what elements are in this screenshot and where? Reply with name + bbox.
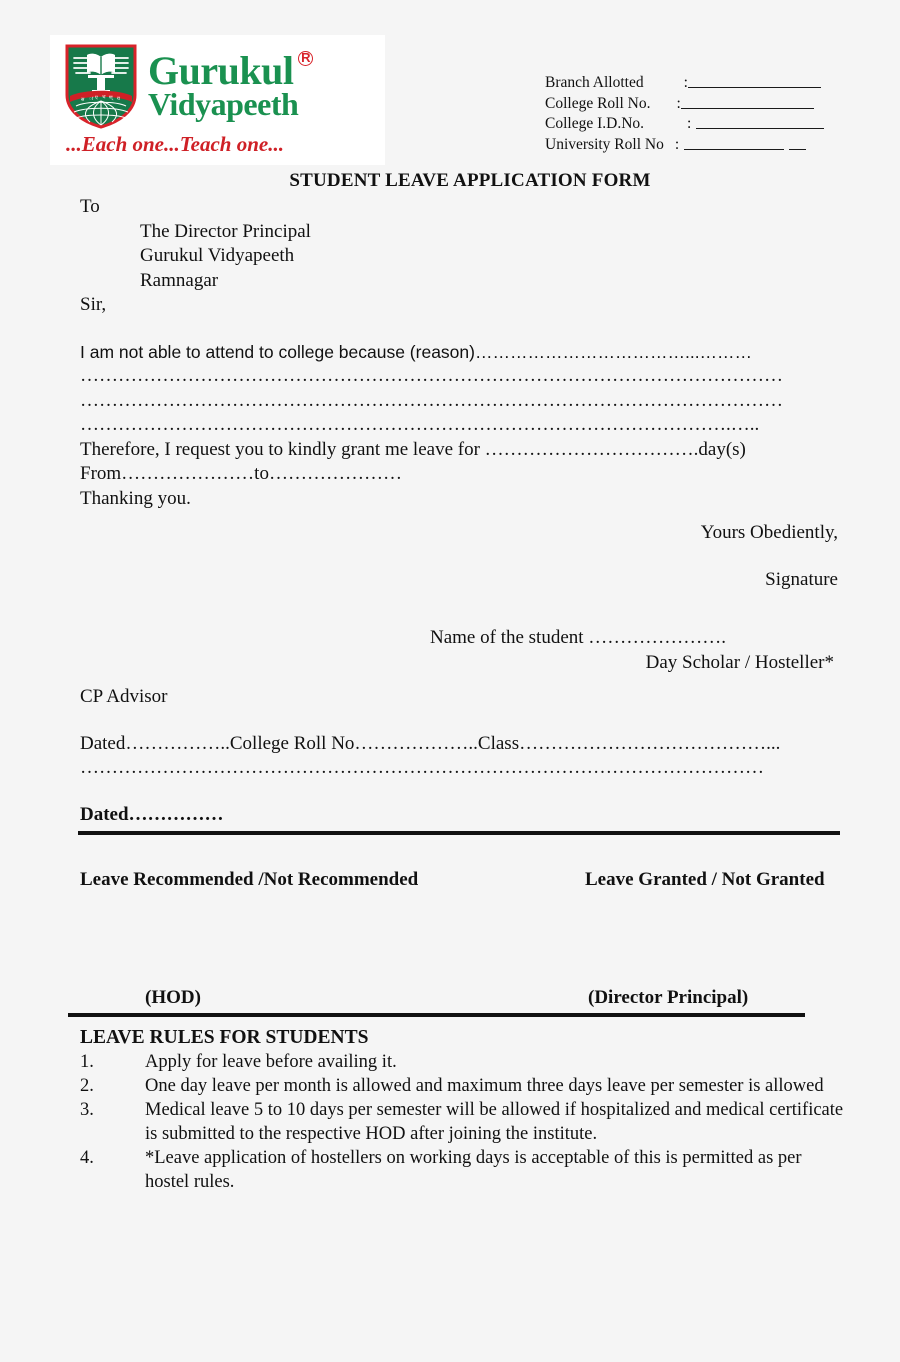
svg-text:स: स xyxy=(81,97,85,103)
leave-granted-label[interactable]: Leave Granted / Not Granted xyxy=(585,869,825,890)
addressee-line-2: Gurukul Vidyapeeth xyxy=(140,245,295,266)
leave-rule-item xyxy=(0,1074,900,1098)
leave-rule-item xyxy=(0,1146,900,1194)
thanking-line: Thanking you. xyxy=(80,487,191,509)
approval-headings-row xyxy=(0,869,900,891)
leave-rule-item xyxy=(0,1050,900,1074)
reason-dotted-line-3[interactable]: ………………………………………………………………………………………….….. xyxy=(80,414,760,435)
reason-block xyxy=(0,340,900,512)
svg-text:भ: भ xyxy=(102,94,106,101)
field-college-id-no-colon: : xyxy=(687,115,692,132)
field-college-roll-no-label: College Roll No. xyxy=(545,94,651,112)
cp-advisor-label: CP Advisor xyxy=(80,686,168,707)
addressee-line-1: The Director Principal xyxy=(140,220,311,242)
field-university-roll-no-colon: : xyxy=(674,135,680,153)
dated-roll-class-line[interactable]: Dated……………..College Roll No………………..Class…………………………………... xyxy=(80,732,781,754)
to-label: To xyxy=(80,196,100,217)
dated-bold-line[interactable]: Dated…………… xyxy=(80,803,224,825)
logo-tagline: ...Each one...Teach one... xyxy=(66,132,284,156)
salutation: Sir, xyxy=(80,294,107,315)
leave-rule-item xyxy=(0,1098,900,1146)
field-college-roll-no-colon: : xyxy=(676,94,681,112)
registered-trademark-icon: R xyxy=(298,51,313,66)
leave-rule-text: One day leave per month is allowed and maximum three days leave per semester is allowed xyxy=(145,1076,824,1096)
field-college-id-no-input[interactable] xyxy=(696,114,824,129)
addressee-line-3: Ramnagar xyxy=(140,269,219,291)
leave-rule-number: 3. xyxy=(80,1100,94,1120)
director-principal-signature-label: (Director Principal) xyxy=(588,987,749,1008)
dated-roll-class-dots[interactable]: ……………………………………………………………………………………………… xyxy=(80,757,764,778)
field-university-roll-no xyxy=(545,135,824,156)
field-college-id-no xyxy=(545,114,824,135)
logo-word-vidyapeeth: Vidyapeeth xyxy=(148,85,299,122)
leave-rule-number: 1. xyxy=(80,1052,94,1072)
field-college-id-no-label: College I.D.No. xyxy=(545,115,645,132)
yours-obediently: Yours Obediently, xyxy=(700,522,838,543)
institution-logo xyxy=(50,35,385,165)
field-university-roll-no-input[interactable] xyxy=(684,135,784,150)
leave-rule-number: 4. xyxy=(80,1148,94,1168)
reason-dotted-line-2[interactable]: ………………………………………………………………………………………………… xyxy=(80,389,783,411)
header-fields-block xyxy=(545,73,824,155)
leave-recommended-label[interactable]: Leave Recommended /Not Recommended xyxy=(80,869,419,890)
student-name-line[interactable]: Name of the student …………………. xyxy=(430,627,727,648)
svg-text:य: य xyxy=(117,96,120,102)
reason-line[interactable]: I am not able to attend to college because (reason)………………………………...……… xyxy=(80,341,753,362)
from-to-line[interactable]: From…………………to………………… xyxy=(80,463,402,484)
field-university-roll-no-input-extra[interactable] xyxy=(789,135,806,150)
leave-rule-text: Medical leave 5 to 10 days per semester will be allowed if hospitalized and medical certificate is submitted to the respective HOD after joining the institute. xyxy=(145,1100,844,1144)
field-branch-allotted-label: Branch Allotted xyxy=(545,74,644,91)
field-college-roll-no xyxy=(545,94,824,115)
form-title: STUDENT LEAVE APPLICATION FORM xyxy=(289,170,651,191)
addressee-block xyxy=(0,195,900,318)
svg-text:ए: ए xyxy=(95,95,98,101)
field-university-roll-no-label: University Roll No xyxy=(545,135,664,153)
hod-signature-label: (HOD) xyxy=(145,987,201,1008)
logo-main-row xyxy=(64,43,385,129)
field-college-roll-no-input[interactable] xyxy=(681,94,814,109)
leave-rule-number: 2. xyxy=(80,1076,94,1096)
leave-rule-text: *Leave application of hostellers on working days is acceptable of this is permitted as per hostel rules. xyxy=(145,1148,802,1192)
field-branch-allotted xyxy=(545,73,824,94)
logo-wordmark xyxy=(148,47,311,122)
leave-days-line[interactable]: Therefore, I request you to kindly grant me leave for …………………………….day(s) xyxy=(80,438,746,460)
approval-signature-row xyxy=(0,987,900,1009)
svg-text:ा: ा xyxy=(89,96,94,102)
reason-dotted-line-1[interactable]: ………………………………………………………………………………………………… xyxy=(80,365,783,386)
leave-rules-heading: LEAVE RULES FOR STUDENTS xyxy=(80,1027,369,1048)
field-branch-allotted-colon: : xyxy=(683,74,688,91)
field-branch-allotted-input[interactable] xyxy=(688,73,821,88)
signature-label[interactable]: Signature xyxy=(765,568,838,590)
svg-text:ण्: ण् xyxy=(109,95,113,101)
day-scholar-hosteller-line[interactable]: Day Scholar / Hosteller* xyxy=(645,651,834,673)
shield-emblem-icon xyxy=(64,43,138,129)
document-body xyxy=(0,170,900,1194)
leave-rule-text: Apply for leave before availing it. xyxy=(145,1052,397,1072)
logo-word-gurukul: Gurukul xyxy=(148,47,294,93)
page-header xyxy=(0,0,900,170)
